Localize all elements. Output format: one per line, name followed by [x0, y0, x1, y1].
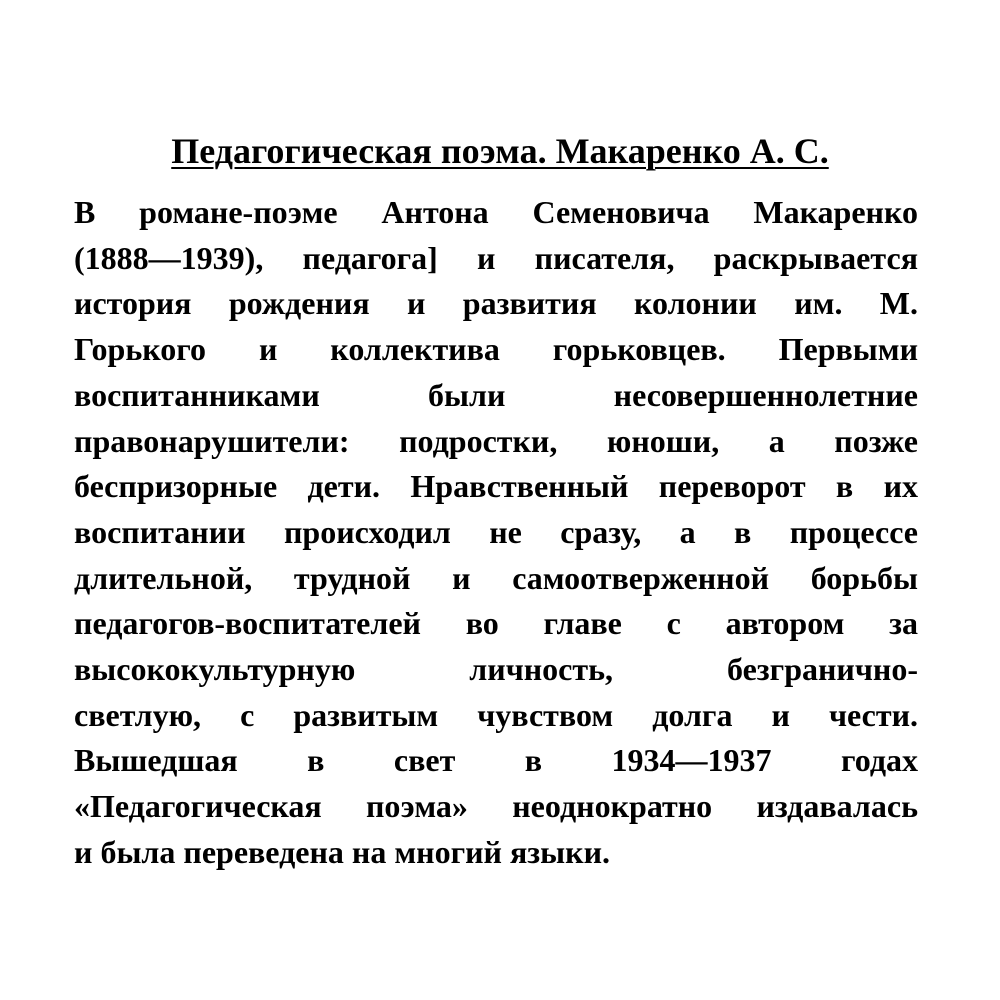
body-line: «Педагогическая поэма» неоднократно издавалась	[74, 788, 918, 825]
body-line-last: и была переведена на многий языки.	[74, 833, 611, 870]
body-line: длительной, трудной и самоотверженной борьбы	[74, 559, 918, 596]
document-title	[0, 128, 1000, 174]
body-line: (1888—1939), педагога] и писателя, раскрывается	[74, 239, 918, 276]
body-line: воспитании происходил не сразу, а в процессе	[74, 513, 918, 550]
body-line: Горького и коллектива горьковцев. Первыми	[74, 331, 918, 368]
body-line: высококультурную личность, безгранично-	[74, 651, 918, 688]
body-line: светлую, с развитым чувством долга и чести.	[74, 696, 918, 733]
body-line: педагогов-воспитателей во главе с автором за	[74, 605, 918, 642]
body-line: воспитанниками были несовершеннолетние	[74, 376, 918, 413]
body-line: история рождения и развития колонии им. М.	[74, 285, 918, 322]
document-title-text: Педагогическая поэма. Макаренко А. С.	[171, 131, 829, 171]
body-line: беспризорные дети. Нравственный переворот в их	[74, 468, 918, 505]
document-body	[74, 190, 918, 876]
body-line: правонарушители: подростки, юноши, а позже	[74, 422, 918, 459]
body-line: В романе-поэме Антона Семеновича Макаренко	[74, 194, 918, 230]
body-line: Вышедшая в свет в 1934—1937 годах	[74, 742, 918, 779]
